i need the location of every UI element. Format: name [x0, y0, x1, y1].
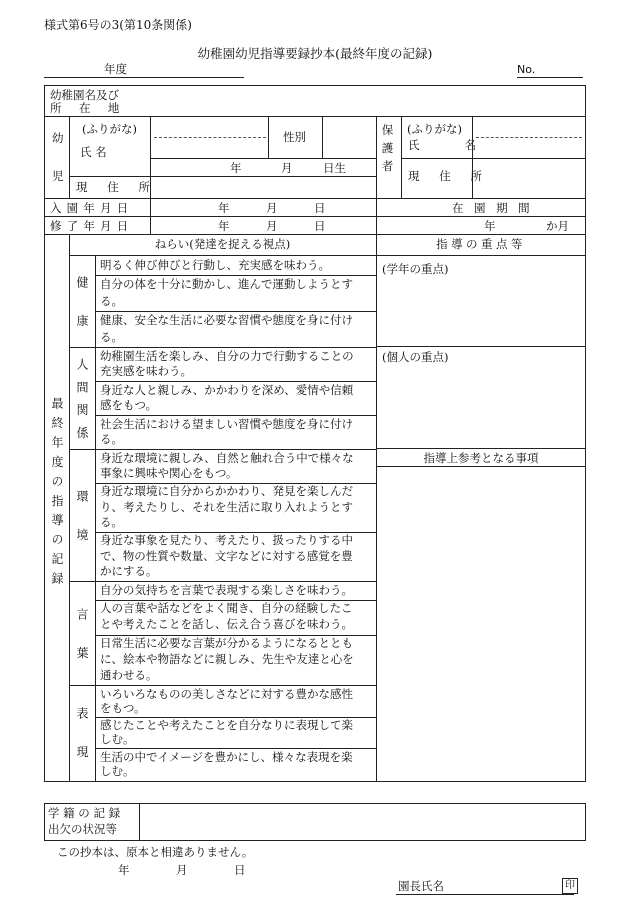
area-name-4: 表現 [75, 707, 89, 785]
row-line [44, 116, 586, 117]
col-line [69, 234, 70, 782]
grad-day: 日 [314, 219, 326, 233]
enter-month: 月 [266, 201, 278, 215]
aim-item-line: 身近な環境に自分からかかわり、発見を楽しんだ [100, 484, 353, 499]
aim-item-line: 身近な事象を見たり、考えたり、扱ったりする中 [100, 533, 353, 548]
aim-item [97, 718, 376, 747]
period-label: 在 園 期 間 [452, 201, 534, 215]
aim-item [97, 383, 376, 414]
aim-item-line: 事象に興味や関心をもつ。 [100, 465, 238, 480]
aim-item-line: 感をもつ。 [100, 398, 158, 412]
aim-item-line: 自分の気持ちを言葉で表現する楽しさを味わう。 [100, 582, 353, 597]
aim-item-line: 日常生活に必要な言葉が分かるようになるととも [100, 636, 353, 650]
period-months: か月 [546, 219, 569, 233]
aim-item [97, 257, 376, 274]
school-label-1: 幼稚園名及び [50, 88, 119, 102]
aim-item [97, 687, 376, 716]
footer-day: 日 [234, 863, 246, 877]
aim-item [97, 276, 376, 309]
aim-item-line: をもつ。 [100, 700, 146, 715]
no-underline [517, 77, 583, 78]
area-name-2: 環境 [75, 489, 89, 567]
page-title: 幼稚園幼児指導要録抄本(最終年度の記録) [197, 46, 433, 61]
reference-header: 指導上参考となる事項 [423, 451, 539, 465]
area-name-0: 健康 [75, 275, 89, 353]
child-furigana-label: (ふりがな) [82, 122, 137, 136]
enter-day: 日 [314, 201, 326, 215]
furigana-dash [154, 137, 266, 138]
guardian-label: 保護者 [380, 124, 395, 178]
col-line [472, 116, 473, 198]
aim-item-line: 身近な人と親しみ、かかわりを深め、愛情や信頼 [100, 382, 354, 397]
birth-month: 月 [281, 161, 293, 175]
aim-item [97, 417, 376, 448]
year-label: 年度 [104, 62, 127, 76]
aim-item-line: 社会生活における望ましい習慣や態度を身に付け [100, 416, 353, 431]
grad-year: 年 [218, 219, 230, 233]
focus-header: 指導の重点等 [436, 237, 526, 251]
period-years: 年 [484, 219, 496, 233]
col-line [268, 116, 269, 158]
aim-item [97, 636, 376, 683]
aim-item [97, 601, 376, 633]
col-line [401, 116, 402, 198]
individual-focus-label: (個人の重点) [382, 350, 449, 364]
grad-date-label: 修了年月日 [50, 219, 134, 233]
year-underline [44, 77, 244, 78]
aim-item-line: いろいろなものの美しさなどに対する豊かな感性 [100, 686, 353, 701]
row-line [150, 158, 376, 159]
aim-item-line: 充実感を味わう。 [100, 364, 192, 378]
col-line [139, 803, 140, 841]
aim-item [97, 349, 376, 380]
aim-item-line: る。 [100, 329, 123, 344]
row-line [44, 198, 586, 199]
aim-item-line: り、考えたりし、それを生活に取り入れようとす [100, 499, 353, 514]
aim-item-line: に、絵本や物語などに親しみ、先生や友達と心を [100, 651, 354, 666]
aim-item-line: とや考えたことを話し、伝え合う喜びを味わう。 [100, 617, 353, 632]
row-line [376, 466, 586, 467]
enter-year: 年 [218, 201, 230, 215]
grade-focus-label: (学年の重点) [382, 262, 449, 276]
aim-item-line: しむ。 [100, 764, 135, 779]
row-line [376, 448, 586, 449]
aim-item [97, 750, 376, 779]
child-address-label: 現 住 所 [76, 180, 159, 194]
certify-text: この抄本は、原本と相違ありません。 [57, 845, 254, 859]
child-name-label: 氏 名 [80, 145, 107, 159]
guardian-address-label: 現 住 所 [408, 169, 491, 183]
aim-item [97, 451, 376, 482]
seal-mark: 印 [562, 878, 578, 894]
aim-item-line: しむ。 [100, 732, 135, 747]
guardian-furigana-label: (ふりがな) [407, 122, 462, 136]
area-name-3: 言葉 [75, 607, 89, 685]
birth-year: 年 [230, 161, 242, 175]
aim-item [97, 312, 376, 345]
area-name-1: 人間関係 [75, 357, 89, 449]
aim-item-line: で、物の性質や数量、文字などに対する感覚を豊 [100, 548, 353, 563]
col-line [95, 255, 96, 782]
aim-item-line: 幼稚園生活を楽しみ、自分の力で行動することの [100, 348, 354, 363]
col-line [376, 234, 377, 782]
child-label-top: 幼 [52, 131, 64, 145]
col-line [322, 116, 323, 158]
record-side-label: 最終年度の指導の記録 [50, 397, 64, 592]
gender-label: 性別 [283, 130, 306, 144]
aim-item-line: かにする。 [100, 564, 158, 579]
attendance-table [44, 803, 586, 841]
aims-header: ねらい(発達を捉える視点) [154, 237, 291, 251]
footer-year: 年 [118, 863, 130, 877]
aim-item-line: 生活の中でイメージを豊かにし、様々な表現を楽 [100, 749, 353, 764]
row-line [44, 216, 586, 217]
grad-month: 月 [266, 219, 278, 233]
aim-item [97, 484, 376, 530]
aim-item-line: 感じたことや考えたことを自分なりに表現して楽 [100, 718, 353, 733]
aim-item-line: 通わせる。 [100, 667, 158, 682]
col-line [69, 116, 70, 198]
form-number: 様式第6号の3(第10条関係) [44, 18, 192, 32]
aim-item-line: る。 [100, 432, 123, 446]
aim-item-line: る。 [100, 293, 123, 308]
aim-item-line: 身近な環境に親しみ、自然と触れ合う中で様々な [100, 450, 354, 465]
aim-item-line: 自分の体を十分に動かし、進んで運動しようとす [100, 277, 353, 292]
child-label-bottom: 児 [52, 169, 64, 183]
guardian-name-label: 氏 名 [408, 138, 497, 152]
col-line [376, 116, 377, 198]
aim-item-line: 健康、安全な生活に必要な習慣や態度を身に付け [100, 313, 353, 328]
attendance-label-1: 学 籍 の 記 録 [48, 806, 121, 820]
aim-item-line: る。 [100, 515, 123, 529]
footer-month: 月 [176, 863, 188, 877]
row-line [69, 176, 376, 177]
birth-day: 日生 [323, 161, 346, 175]
aim-item-line: 明るく伸び伸びと行動し、充実感を味わう。 [100, 257, 330, 272]
row-line [401, 158, 586, 159]
principal-label: 園長氏名 [398, 879, 444, 893]
aim-item-line: 人の言葉や話などをよく聞き、自分の経験したこ [100, 601, 353, 616]
row-line [376, 346, 586, 347]
principal-underline [396, 894, 574, 895]
furigana-dash [476, 137, 582, 138]
row-line [44, 234, 586, 235]
attendance-label-2: 出欠の状況等 [48, 822, 117, 836]
no-label: No. [517, 63, 536, 76]
school-label-2: 所 在 地 [50, 101, 127, 115]
aim-item [97, 583, 376, 599]
aim-item [97, 533, 376, 579]
enter-date-label: 入園年月日 [50, 201, 134, 215]
